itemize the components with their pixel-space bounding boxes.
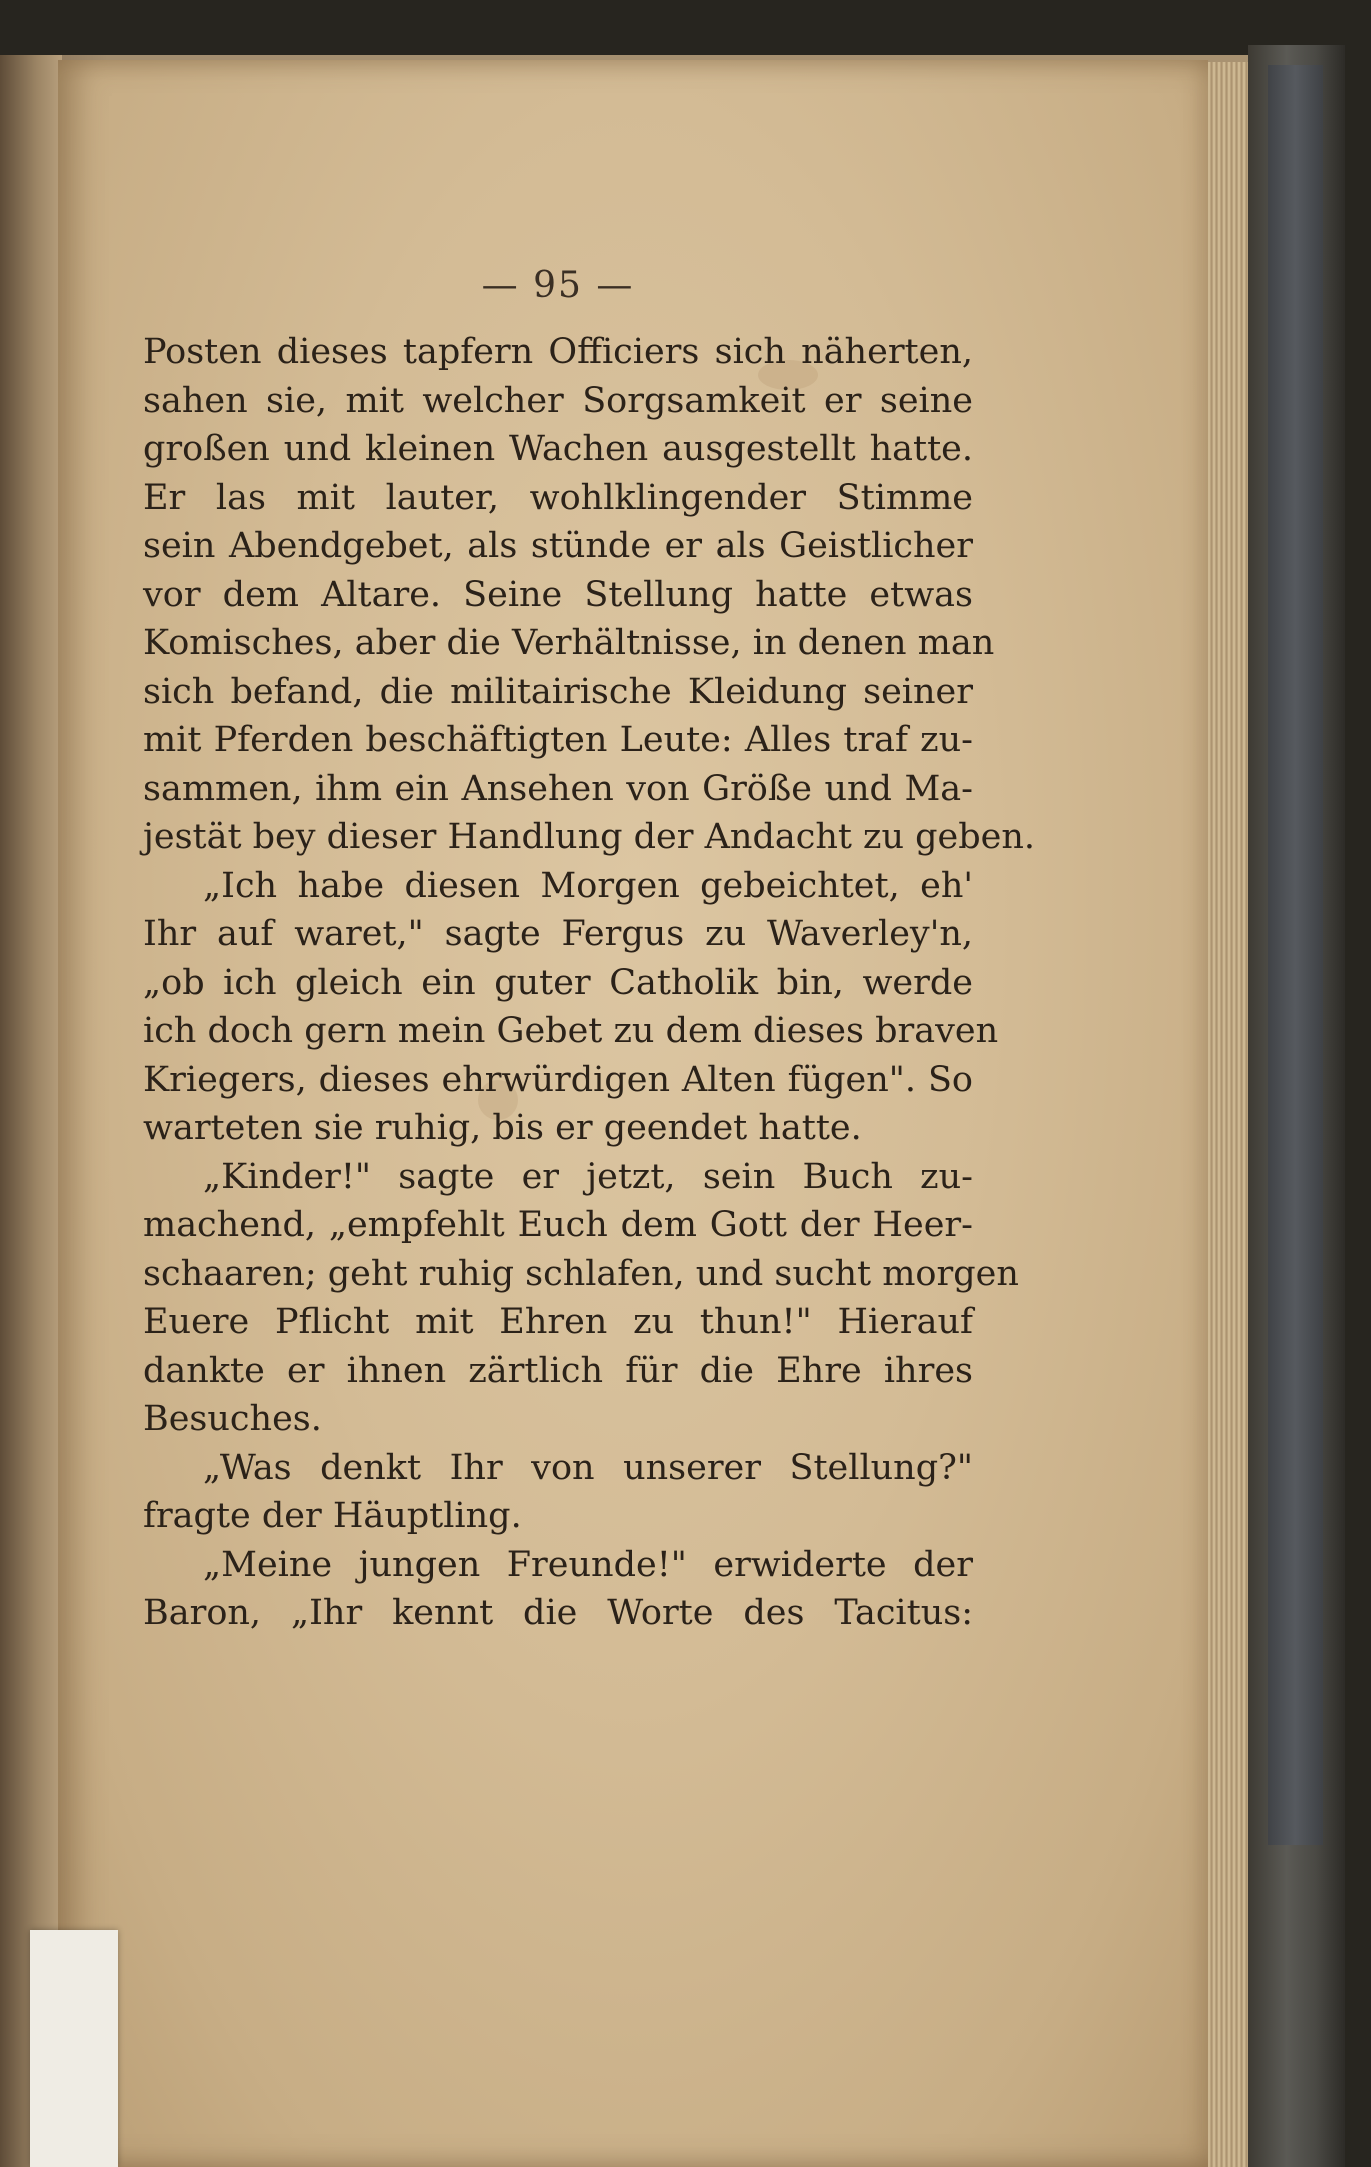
page-text — [143, 265, 1036, 1638]
text-line: fragte der Häuptling. — [143, 1496, 522, 1536]
left-page-edge — [0, 55, 62, 2167]
text-line: sich befand, die militairische Kleidung seiner — [143, 671, 973, 712]
page-edges — [1208, 62, 1248, 2167]
text-line: vor dem Altare. Seine Stellung hatte etwas — [143, 574, 973, 615]
text-line: „ob ich gleich ein guter Catholik bin, werde — [143, 962, 973, 1003]
text-line: dankte er ihnen zärtlich für die Ehre ihres — [143, 1350, 973, 1391]
text-line: sahen sie, mit welcher Sorgsamkeit er seine — [143, 380, 973, 421]
page-number: — 95 — — [481, 265, 635, 306]
text-line: „Was denkt Ihr von unserer Stellung?" — [203, 1447, 973, 1488]
text-line: „Kinder!" sagte er jetzt, sein Buch zu- — [203, 1156, 973, 1197]
text-line: jestät bey dieser Handlung der Andacht zu geben. — [143, 817, 1036, 857]
library-label — [30, 1930, 118, 2167]
text-line: Posten dieses tapfern Officiers sich näherten, — [143, 332, 973, 372]
text-line: warteten sie ruhig, bis er geendet hatte. — [143, 1108, 862, 1148]
text-line: Komisches, aber die Verhältnisse, in denen man — [143, 623, 995, 663]
text-line: großen und kleinen Wachen ausgestellt hatte. — [143, 429, 973, 469]
text-line: sein Abendgebet, als stünde er als Geistlicher — [143, 526, 973, 566]
text-line: Ihr auf waret," sagte Fergus zu Waverley'n, — [143, 914, 973, 954]
text-lines — [143, 328, 1036, 1638]
text-line: Besuches. — [143, 1399, 322, 1439]
text-line: machend, „empfehlt Euch dem Gott der Heer- — [143, 1205, 973, 1245]
book-cover — [1248, 45, 1345, 2167]
text-line: „Meine jungen Freunde!" erwiderte der — [203, 1544, 973, 1585]
text-line: ich doch gern mein Gebet zu dem dieses braven — [143, 1011, 999, 1051]
text-line: schaaren; geht ruhig schlafen, und sucht morgen — [143, 1253, 1019, 1294]
text-line: Baron, „Ihr kennt die Worte des Tacitus: — [143, 1593, 973, 1633]
text-line: Kriegers, dieses ehrwürdigen Alten fügen". So — [143, 1059, 973, 1100]
text-line: Er las mit lauter, wohlklingender Stimme — [143, 477, 973, 518]
text-line: sammen, ihm ein Ansehen von Größe und Ma- — [143, 768, 973, 809]
text-line: mit Pferden beschäftigten Leute: Alles traf zu- — [143, 720, 973, 760]
text-line: „Ich habe diesen Morgen gebeichtet, eh' — [203, 865, 973, 906]
text-line: Euere Pflicht mit Ehren zu thun!" Hierauf — [143, 1302, 973, 1342]
